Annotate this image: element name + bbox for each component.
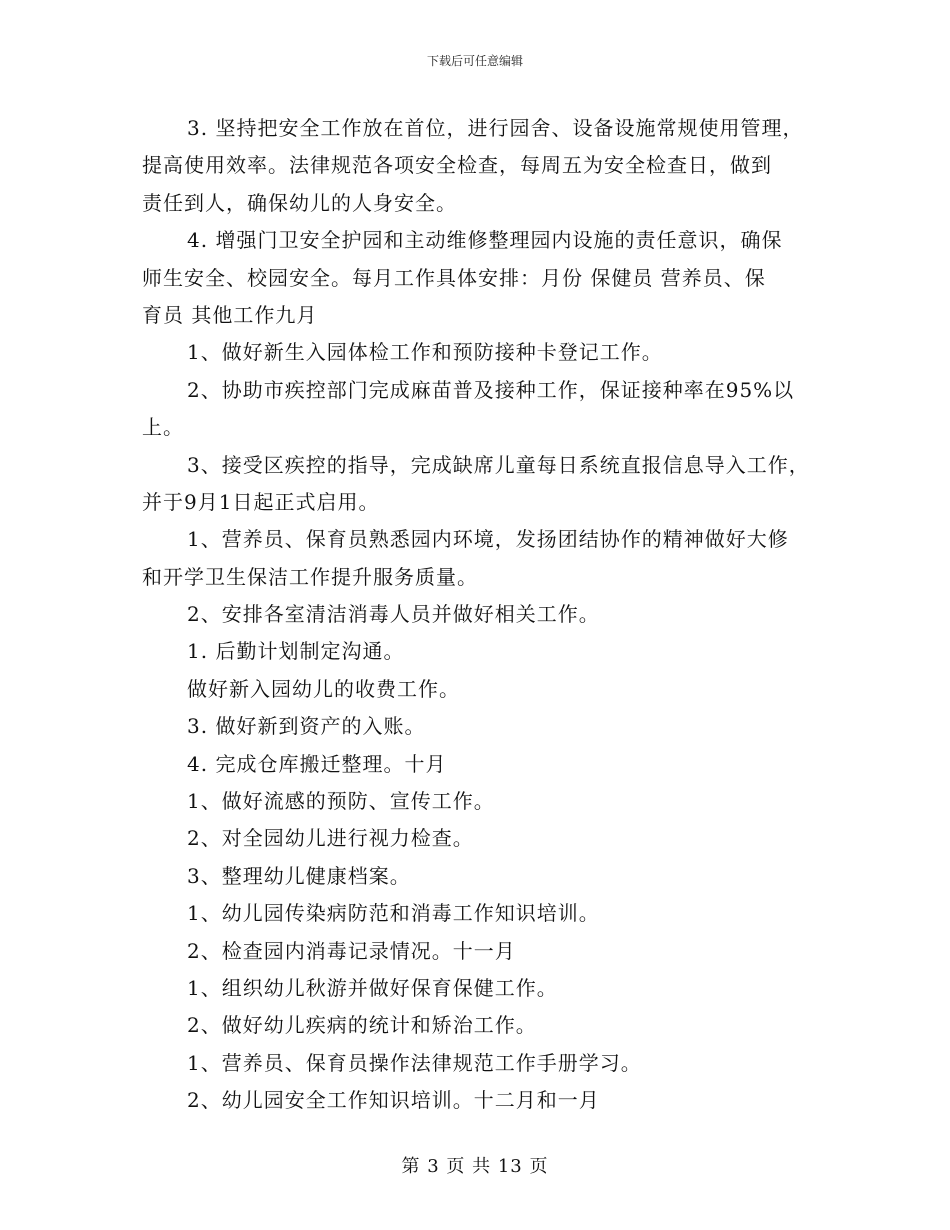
text-line: 2、检查园内消毒记录情况。十一月 (187, 938, 516, 963)
document-body (142, 110, 822, 1120)
text-line: 1、组织幼儿秋游并做好保育保健工作。 (187, 975, 558, 1000)
text-line: 做好新入园幼儿的收费工作。 (187, 676, 460, 701)
text-line: 4. 完成仓库搬迁整理。十月 (187, 751, 447, 776)
text-line: 2、安排各室清洁消毒人员并做好相关工作。 (187, 602, 600, 627)
text-line: 3. 做好新到资产的入账。 (187, 714, 426, 739)
page-header: 下载后可任意编辑 (426, 54, 523, 68)
text-line: 3、整理幼儿健康档案。 (187, 863, 411, 888)
text-line: 3、接受区疾控的指导，完成缺席儿童每日系统直报信息导入工作， (187, 452, 810, 477)
text-line: 3. 坚持把安全工作放在首位，进行园舍、设备设施常规使用管理， (187, 116, 804, 140)
text-line: 并于9月1日起正式启用。 (142, 489, 380, 514)
text-line: 1. 后勤计划制定沟通。 (187, 639, 405, 664)
text-line: 育员 其他工作九月 (142, 302, 318, 327)
text-line: 1、做好新生入园体检工作和预防接种卡登记工作。 (187, 340, 663, 365)
text-line: 2、幼儿园安全工作知识培训。十二月和一月 (187, 1088, 600, 1113)
text-line: 1、营养员、保育员熟悉园内环境，发扬团结协作的精神做好大修 (187, 527, 789, 552)
text-line: 上。 (142, 415, 184, 440)
page-number-footer: 第 3 页 共 13 页 (401, 1156, 549, 1177)
text-line: 2、对全园幼儿进行视力检查。 (187, 826, 474, 851)
text-line: 提高使用效率。法律规范各项安全检查，每周五为安全检查日，做到 (142, 153, 772, 178)
text-line: 1、幼儿园传染病防范和消毒工作知识培训。 (187, 901, 600, 926)
text-line: 4. 增强门卫安全护园和主动维修整理园内设施的责任意识，确保 (187, 228, 783, 253)
text-line: 师生安全、校园安全。每月工作具体安排：月份 保健员 营养员、保 (142, 265, 766, 290)
text-line: 和开学卫生保洁工作提升服务质量。 (142, 564, 478, 589)
text-line: 1、做好流感的预防、宣传工作。 (187, 789, 495, 814)
text-line: 1、营养员、保育员操作法律规范工作手册学习。 (187, 1050, 642, 1075)
text-line: 责任到人，确保幼儿的人身安全。 (142, 190, 457, 215)
text-line: 2、做好幼儿疾病的统计和矫治工作。 (187, 1013, 537, 1038)
text-line: 2、协助市疾控部门完成麻苗普及接种工作，保证接种率在95%以 (187, 377, 795, 402)
